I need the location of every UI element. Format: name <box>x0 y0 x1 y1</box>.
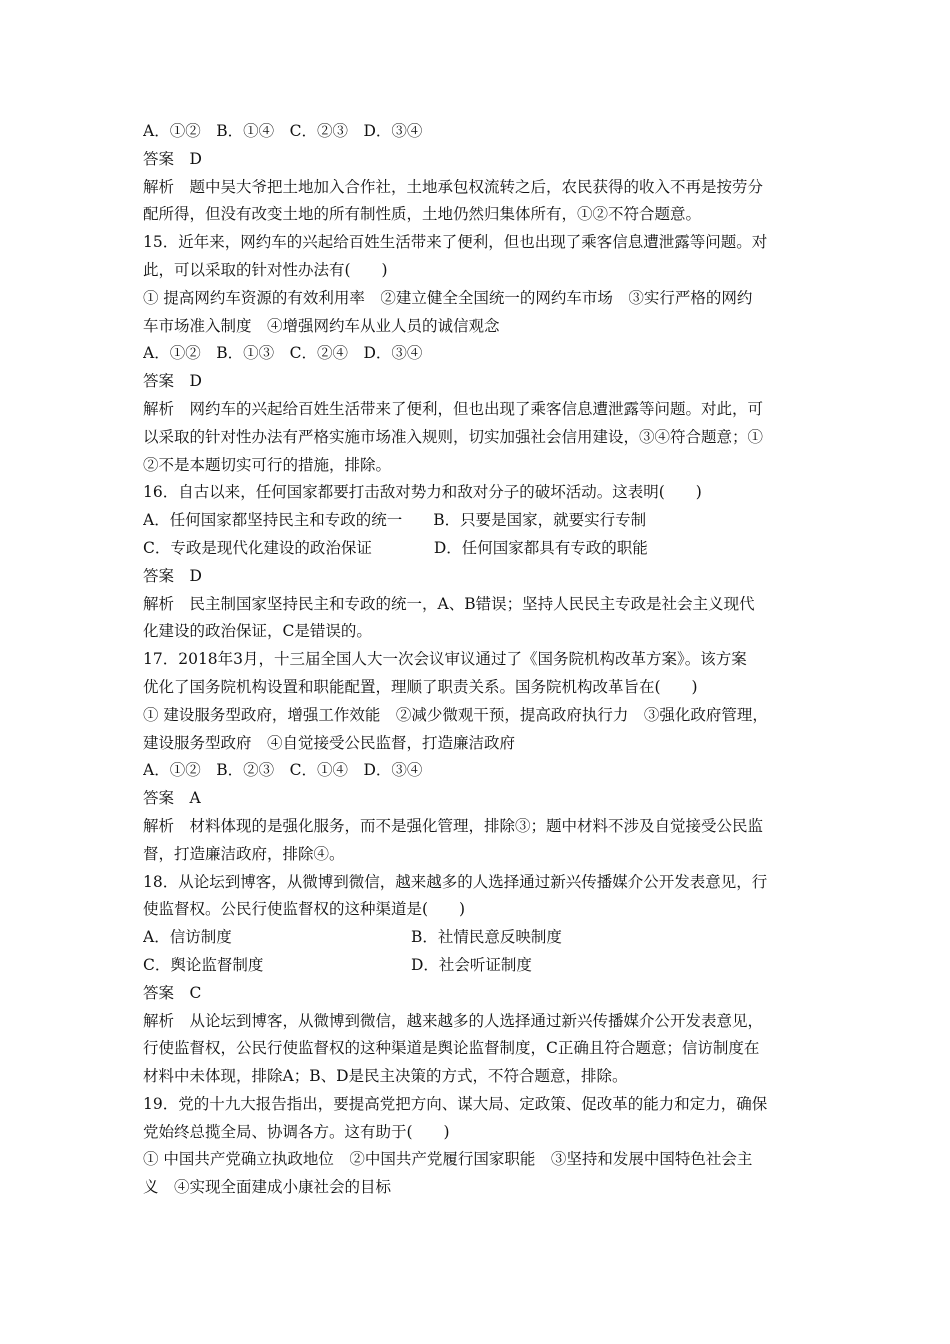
q19-statements-line-1: ① 中国共产党确立执政地位 ②中国共产党履行国家职能 ③坚持和发展中国特色社会主 <box>143 1150 753 1169</box>
q19-stem-line-1: 19．党的十九大报告指出，要提高党把方向、谋大局、定政策、促改革的能力和定力，确保 <box>143 1094 768 1113</box>
q18-answer: 答案 C <box>143 983 202 1002</box>
q15-stem-line-2: 此，可以采取的针对性办法有( ) <box>143 260 388 279</box>
q17-statements-line-2: 建设服务型政府 ④自觉接受公民监督，打造廉洁政府 <box>143 733 516 752</box>
q15-answer: 答案 D <box>143 372 202 391</box>
q15-stem-line-1: 15．近年来，网约车的兴起给百姓生活带来了便利，但也出现了乘客信息遭泄露等问题。对 <box>143 233 768 252</box>
q17-analysis-line-2: 督，打造廉洁政府，排除④。 <box>143 844 345 863</box>
q17-options: A．①② B．②③ C．①④ D．③④ <box>143 761 423 780</box>
q16-options-ab: A．任何国家都坚持民主和专政的统一 B．只要是国家，就要实行专制 <box>143 511 647 530</box>
q15-statements-line-2: 车市场准入制度 ④增强网约车从业人员的诚信观念 <box>143 316 500 335</box>
q16-stem: 16．自古以来，任何国家都要打击敌对势力和敌对分子的破坏活动。这表明( ) <box>143 483 702 502</box>
q14-options: A．①② B．①④ C．②③ D．③④ <box>143 122 423 140</box>
q18-options-ab <box>143 924 815 952</box>
q17-analysis-line-1: 解析 材料体现的是强化服务，而不是强化管理，排除③；题中材料不涉及自觉接受公民监 <box>143 816 764 835</box>
q17-statements-line-1: ① 建设服务型政府，增强工作效能 ②减少微观干预，提高政府执行力 ③强化政府管理， <box>143 705 768 724</box>
q15-analysis-line-3: ②不是本题切实可行的措施，排除。 <box>143 455 392 474</box>
q18-option-b: B．社情民意反映制度 <box>411 928 562 947</box>
q18-analysis-line-2: 行使监督权，公民行使监督权的这种渠道是舆论监督制度，C正确且符合题意；信访制度在 <box>143 1039 760 1058</box>
q19-stem-line-2: 党始终总揽全局、协调各方。这有助于( ) <box>143 1122 450 1141</box>
q18-option-d: D．社会听证制度 <box>411 955 532 974</box>
q16-analysis-line-2: 化建设的政治保证，C是错误的。 <box>143 622 372 641</box>
q15-analysis-line-1: 解析 网约车的兴起给百姓生活带来了便利，但也出现了乘客信息遭泄露等问题。对此，可 <box>143 399 764 418</box>
q18-analysis-line-3: 材料中未体现，排除A；B、D是民主决策的方式，不符合题意，排除。 <box>143 1067 628 1086</box>
q14-analysis-line-1: 解析 题中吴大爷把土地加入合作社，土地承包权流转之后，农民获得的收入不再是按劳分 <box>143 177 764 196</box>
q17-answer: 答案 A <box>143 789 201 808</box>
q19-statements-line-2: 义 ④实现全面建成小康社会的目标 <box>143 1178 392 1197</box>
q15-statements-line-1: ① 提高网约车资源的有效利用率 ②建立健全全国统一的网约车市场 ③实行严格的网约 <box>143 288 753 307</box>
q14-analysis-line-2: 配所得，但没有改变土地的所有制性质，土地仍然归集体所有，①②不符合题意。 <box>143 205 702 224</box>
q17-stem-line-2: 优化了国务院机构设置和职能配置，理顺了职责关系。国务院机构改革旨在( ) <box>143 677 698 696</box>
q16-answer: 答案 D <box>143 566 202 585</box>
q16-options-cd: C．专政是现代化建设的政治保证 D．任何国家都具有专政的职能 <box>143 538 648 557</box>
q18-option-a: A．信访制度 <box>143 928 232 947</box>
q15-options: A．①② B．①③ C．②④ D．③④ <box>143 344 423 363</box>
q14-answer: 答案 D <box>143 149 202 168</box>
q16-analysis-line-1: 解析 民主制国家坚持民主和专政的统一，A、B错误；坚持人民民主专政是社会主义现代 <box>143 594 755 613</box>
q18-options-cd <box>143 952 815 980</box>
q18-stem-line-1: 18．从论坛到博客，从微博到微信，越来越多的人选择通过新兴传播媒介公开发表意见，行 <box>143 872 768 891</box>
q17-stem-line-1: 17．2018年3月，十三届全国人大一次会议审议通过了《国务院机构改革方案》。该方案 <box>143 650 747 669</box>
q18-analysis-line-1: 解析 从论坛到博客，从微博到微信，越来越多的人选择通过新兴传播媒介公开发表意见， <box>143 1011 764 1030</box>
q18-option-c: C．舆论监督制度 <box>143 955 264 974</box>
q15-analysis-line-2: 以采取的针对性办法有严格实施市场准入规则，切实加强社会信用建设，③④符合题意；① <box>143 427 764 446</box>
document-body <box>143 118 815 1202</box>
q18-stem-line-2: 使监督权。公民行使监督权的这种渠道是( ) <box>143 900 466 919</box>
